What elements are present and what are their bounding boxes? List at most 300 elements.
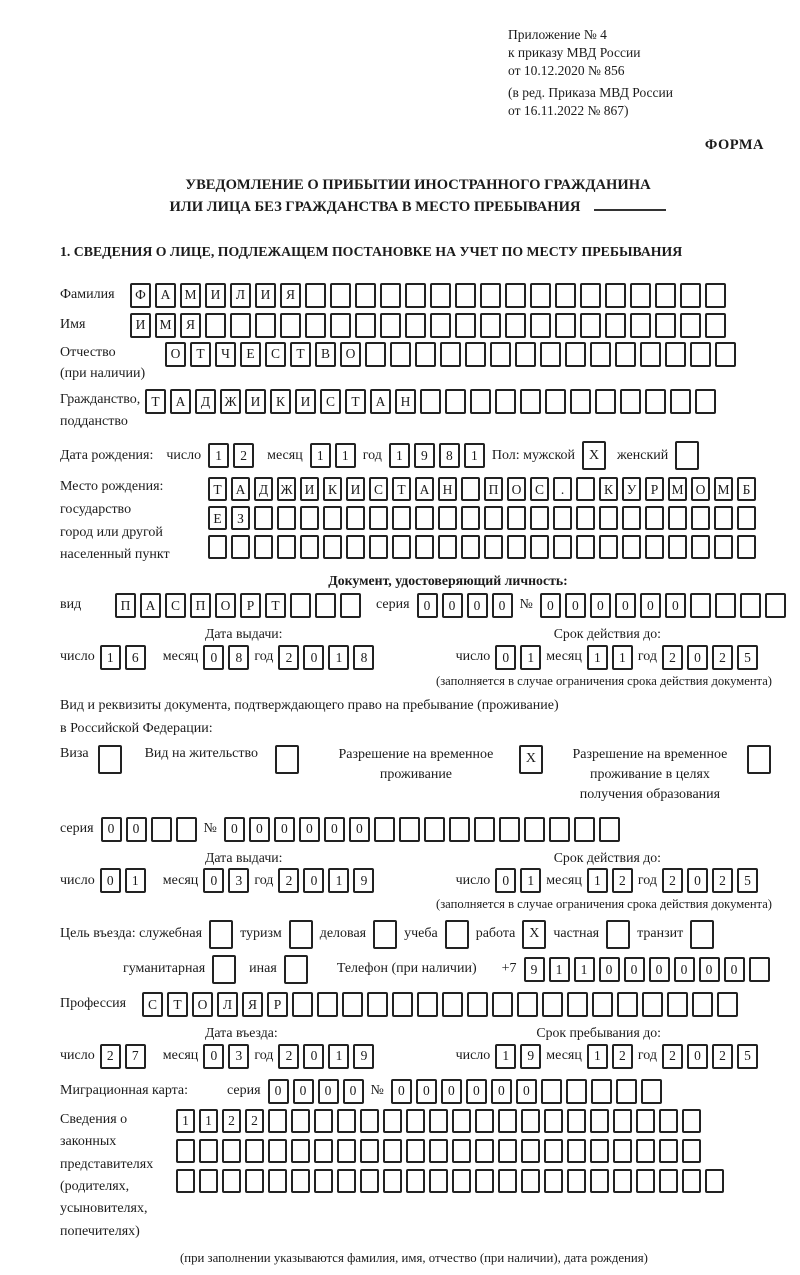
char-cell[interactable]: 0 (303, 645, 324, 670)
char-cell[interactable] (520, 389, 541, 414)
char-cell[interactable] (337, 1139, 356, 1163)
char-cell[interactable]: 0 (687, 868, 708, 893)
char-cell[interactable] (268, 1109, 287, 1133)
char-cell[interactable]: 1 (520, 645, 541, 670)
char-cell[interactable]: 0 (495, 868, 516, 893)
char-cell[interactable]: 0 (318, 1079, 339, 1104)
char-cell[interactable] (667, 992, 688, 1017)
char-cell[interactable]: И (255, 283, 276, 308)
char-cell[interactable]: А (155, 283, 176, 308)
char-cell[interactable]: Е (240, 342, 261, 367)
char-cell[interactable]: Т (392, 477, 411, 501)
char-cell[interactable]: 8 (228, 645, 249, 670)
char-cell[interactable] (659, 1169, 678, 1193)
char-cell[interactable]: 0 (324, 817, 345, 842)
char-cell[interactable]: Ж (220, 389, 241, 414)
char-cell[interactable] (429, 1139, 448, 1163)
char-cell[interactable] (275, 745, 299, 774)
char-cell[interactable] (622, 506, 641, 530)
char-cell[interactable] (590, 1169, 609, 1193)
char-cell[interactable]: 0 (495, 645, 516, 670)
char-cell[interactable]: 0 (615, 593, 636, 618)
char-cell[interactable] (613, 1109, 632, 1133)
char-cell[interactable]: Л (217, 992, 238, 1017)
char-cell[interactable]: 9 (520, 1044, 541, 1069)
char-cell[interactable] (740, 593, 761, 618)
char-cell[interactable] (323, 506, 342, 530)
char-cell[interactable] (615, 342, 636, 367)
char-cell[interactable] (245, 1139, 264, 1163)
char-cell[interactable] (517, 992, 538, 1017)
char-cell[interactable] (222, 1169, 241, 1193)
char-cell[interactable] (340, 593, 361, 618)
char-cell[interactable]: П (115, 593, 136, 618)
char-cell[interactable]: Б (737, 477, 756, 501)
char-cell[interactable] (367, 992, 388, 1017)
char-cell[interactable] (680, 313, 701, 338)
char-cell[interactable]: 0 (491, 1079, 512, 1104)
char-cell[interactable] (176, 817, 197, 842)
char-cell[interactable]: 1 (587, 868, 608, 893)
char-cell[interactable] (430, 283, 451, 308)
char-cell[interactable]: 0 (293, 1079, 314, 1104)
char-cell[interactable] (461, 477, 480, 501)
char-cell[interactable] (452, 1169, 471, 1193)
char-cell[interactable] (737, 506, 756, 530)
char-cell[interactable]: Д (254, 477, 273, 501)
char-cell[interactable] (545, 389, 566, 414)
char-cell[interactable] (705, 313, 726, 338)
char-cell[interactable]: П (484, 477, 503, 501)
char-cell[interactable] (645, 506, 664, 530)
char-cell[interactable] (390, 342, 411, 367)
char-cell[interactable] (291, 1169, 310, 1193)
char-cell[interactable]: 2 (712, 645, 733, 670)
char-cell[interactable]: X (519, 745, 543, 774)
char-cell[interactable]: У (622, 477, 641, 501)
char-cell[interactable]: 0 (466, 1079, 487, 1104)
char-cell[interactable] (566, 1079, 587, 1104)
char-cell[interactable] (570, 389, 591, 414)
char-cell[interactable] (255, 313, 276, 338)
char-cell[interactable] (567, 1139, 586, 1163)
char-cell[interactable]: 2 (245, 1109, 264, 1133)
char-cell[interactable]: 1 (549, 957, 570, 982)
char-cell[interactable]: О (192, 992, 213, 1017)
char-cell[interactable]: 0 (303, 868, 324, 893)
char-cell[interactable] (151, 817, 172, 842)
char-cell[interactable] (576, 477, 595, 501)
char-cell[interactable]: 0 (649, 957, 670, 982)
char-cell[interactable] (399, 817, 420, 842)
char-cell[interactable]: Я (242, 992, 263, 1017)
char-cell[interactable] (567, 992, 588, 1017)
char-cell[interactable] (346, 506, 365, 530)
char-cell[interactable]: 0 (417, 593, 438, 618)
char-cell[interactable] (300, 535, 319, 559)
char-cell[interactable]: 9 (353, 1044, 374, 1069)
char-cell[interactable]: 0 (203, 1044, 224, 1069)
char-cell[interactable]: Т (167, 992, 188, 1017)
char-cell[interactable] (467, 992, 488, 1017)
char-cell[interactable] (606, 920, 630, 949)
char-cell[interactable] (317, 992, 338, 1017)
char-cell[interactable] (455, 313, 476, 338)
char-cell[interactable]: 2 (662, 868, 683, 893)
char-cell[interactable] (765, 593, 786, 618)
char-cell[interactable] (406, 1139, 425, 1163)
char-cell[interactable] (420, 389, 441, 414)
char-cell[interactable]: 0 (467, 593, 488, 618)
char-cell[interactable]: 6 (125, 645, 146, 670)
char-cell[interactable]: 1 (574, 957, 595, 982)
char-cell[interactable]: 1 (328, 645, 349, 670)
char-cell[interactable] (176, 1169, 195, 1193)
char-cell[interactable] (430, 313, 451, 338)
char-cell[interactable] (645, 535, 664, 559)
char-cell[interactable] (98, 745, 122, 774)
char-cell[interactable] (605, 283, 626, 308)
char-cell[interactable] (613, 1139, 632, 1163)
char-cell[interactable]: 2 (278, 1044, 299, 1069)
char-cell[interactable] (470, 389, 491, 414)
char-cell[interactable] (705, 283, 726, 308)
char-cell[interactable] (369, 506, 388, 530)
char-cell[interactable]: О (215, 593, 236, 618)
char-cell[interactable]: 1 (328, 868, 349, 893)
char-cell[interactable] (289, 920, 313, 949)
char-cell[interactable] (405, 313, 426, 338)
char-cell[interactable] (445, 920, 469, 949)
char-cell[interactable] (442, 992, 463, 1017)
char-cell[interactable]: 0 (441, 1079, 462, 1104)
char-cell[interactable]: 5 (737, 645, 758, 670)
char-cell[interactable] (284, 955, 308, 984)
char-cell[interactable] (574, 817, 595, 842)
char-cell[interactable] (392, 506, 411, 530)
char-cell[interactable]: 7 (125, 1044, 146, 1069)
char-cell[interactable]: 0 (442, 593, 463, 618)
char-cell[interactable] (461, 535, 480, 559)
char-cell[interactable]: 1 (587, 645, 608, 670)
char-cell[interactable]: О (165, 342, 186, 367)
char-cell[interactable] (415, 535, 434, 559)
char-cell[interactable] (565, 342, 586, 367)
char-cell[interactable]: 1 (100, 645, 121, 670)
char-cell[interactable] (360, 1109, 379, 1133)
char-cell[interactable]: Д (195, 389, 216, 414)
char-cell[interactable]: 9 (414, 443, 435, 468)
char-cell[interactable] (507, 535, 526, 559)
char-cell[interactable] (383, 1169, 402, 1193)
char-cell[interactable]: 2 (612, 868, 633, 893)
char-cell[interactable]: 2 (100, 1044, 121, 1069)
char-cell[interactable]: Р (267, 992, 288, 1017)
char-cell[interactable]: М (714, 477, 733, 501)
char-cell[interactable] (290, 593, 311, 618)
char-cell[interactable] (714, 506, 733, 530)
char-cell[interactable] (505, 313, 526, 338)
char-cell[interactable] (305, 313, 326, 338)
char-cell[interactable] (591, 1079, 612, 1104)
char-cell[interactable] (640, 342, 661, 367)
char-cell[interactable] (576, 506, 595, 530)
char-cell[interactable] (429, 1109, 448, 1133)
char-cell[interactable]: Т (190, 342, 211, 367)
char-cell[interactable]: 0 (203, 868, 224, 893)
char-cell[interactable] (737, 535, 756, 559)
char-cell[interactable] (323, 535, 342, 559)
char-cell[interactable] (714, 535, 733, 559)
char-cell[interactable] (406, 1169, 425, 1193)
char-cell[interactable]: М (668, 477, 687, 501)
char-cell[interactable]: X (522, 920, 546, 949)
char-cell[interactable] (555, 313, 576, 338)
char-cell[interactable] (499, 817, 520, 842)
char-cell[interactable]: 0 (391, 1079, 412, 1104)
char-cell[interactable]: 2 (278, 645, 299, 670)
char-cell[interactable] (300, 506, 319, 530)
char-cell[interactable]: 0 (590, 593, 611, 618)
char-cell[interactable] (337, 1169, 356, 1193)
char-cell[interactable] (541, 1079, 562, 1104)
char-cell[interactable]: X (582, 441, 606, 470)
char-cell[interactable]: 2 (662, 1044, 683, 1069)
char-cell[interactable] (392, 992, 413, 1017)
char-cell[interactable] (360, 1169, 379, 1193)
char-cell[interactable]: 0 (565, 593, 586, 618)
char-cell[interactable]: 0 (303, 1044, 324, 1069)
char-cell[interactable]: 0 (674, 957, 695, 982)
char-cell[interactable]: 0 (416, 1079, 437, 1104)
char-cell[interactable] (305, 283, 326, 308)
char-cell[interactable] (521, 1139, 540, 1163)
char-cell[interactable] (553, 506, 572, 530)
char-cell[interactable]: 1 (199, 1109, 218, 1133)
char-cell[interactable]: 5 (737, 1044, 758, 1069)
char-cell[interactable] (355, 313, 376, 338)
char-cell[interactable]: А (415, 477, 434, 501)
char-cell[interactable] (277, 506, 296, 530)
char-cell[interactable] (415, 506, 434, 530)
char-cell[interactable] (380, 283, 401, 308)
char-cell[interactable] (495, 389, 516, 414)
char-cell[interactable]: К (270, 389, 291, 414)
char-cell[interactable] (544, 1139, 563, 1163)
char-cell[interactable]: 0 (203, 645, 224, 670)
char-cell[interactable] (455, 283, 476, 308)
char-cell[interactable] (199, 1169, 218, 1193)
char-cell[interactable] (690, 920, 714, 949)
char-cell[interactable] (595, 389, 616, 414)
char-cell[interactable] (330, 313, 351, 338)
char-cell[interactable] (231, 535, 250, 559)
char-cell[interactable] (549, 817, 570, 842)
char-cell[interactable] (474, 817, 495, 842)
char-cell[interactable] (445, 389, 466, 414)
char-cell[interactable] (277, 535, 296, 559)
char-cell[interactable]: . (553, 477, 572, 501)
char-cell[interactable] (498, 1169, 517, 1193)
char-cell[interactable] (365, 342, 386, 367)
char-cell[interactable] (373, 920, 397, 949)
char-cell[interactable]: 0 (540, 593, 561, 618)
char-cell[interactable]: 2 (278, 868, 299, 893)
char-cell[interactable] (429, 1169, 448, 1193)
char-cell[interactable]: 1 (310, 443, 331, 468)
char-cell[interactable]: 0 (126, 817, 147, 842)
char-cell[interactable] (659, 1139, 678, 1163)
char-cell[interactable]: Т (265, 593, 286, 618)
char-cell[interactable] (636, 1139, 655, 1163)
char-cell[interactable]: А (140, 593, 161, 618)
char-cell[interactable]: 0 (274, 817, 295, 842)
char-cell[interactable] (415, 342, 436, 367)
char-cell[interactable] (590, 1109, 609, 1133)
char-cell[interactable]: 0 (624, 957, 645, 982)
char-cell[interactable] (675, 441, 699, 470)
char-cell[interactable] (369, 535, 388, 559)
char-cell[interactable]: 0 (299, 817, 320, 842)
char-cell[interactable] (452, 1109, 471, 1133)
char-cell[interactable] (505, 283, 526, 308)
char-cell[interactable] (440, 342, 461, 367)
char-cell[interactable]: Т (290, 342, 311, 367)
char-cell[interactable] (576, 535, 595, 559)
char-cell[interactable] (314, 1169, 333, 1193)
char-cell[interactable]: С (530, 477, 549, 501)
char-cell[interactable] (380, 313, 401, 338)
char-cell[interactable] (665, 342, 686, 367)
char-cell[interactable]: О (691, 477, 710, 501)
char-cell[interactable] (449, 817, 470, 842)
char-cell[interactable] (383, 1139, 402, 1163)
char-cell[interactable] (465, 342, 486, 367)
char-cell[interactable]: 2 (612, 1044, 633, 1069)
char-cell[interactable] (314, 1139, 333, 1163)
char-cell[interactable]: 0 (665, 593, 686, 618)
char-cell[interactable]: М (155, 313, 176, 338)
char-cell[interactable] (222, 1139, 241, 1163)
char-cell[interactable]: Л (230, 283, 251, 308)
char-cell[interactable]: 2 (662, 645, 683, 670)
char-cell[interactable] (268, 1139, 287, 1163)
char-cell[interactable]: Я (180, 313, 201, 338)
char-cell[interactable] (405, 283, 426, 308)
char-cell[interactable]: С (142, 992, 163, 1017)
char-cell[interactable]: 0 (349, 817, 370, 842)
char-cell[interactable]: 1 (520, 868, 541, 893)
char-cell[interactable]: 2 (712, 868, 733, 893)
char-cell[interactable] (655, 283, 676, 308)
char-cell[interactable] (630, 283, 651, 308)
char-cell[interactable]: Н (395, 389, 416, 414)
char-cell[interactable] (291, 1109, 310, 1133)
char-cell[interactable]: 0 (599, 957, 620, 982)
char-cell[interactable] (530, 506, 549, 530)
char-cell[interactable] (645, 389, 666, 414)
char-cell[interactable] (360, 1139, 379, 1163)
char-cell[interactable]: В (315, 342, 336, 367)
char-cell[interactable] (490, 342, 511, 367)
char-cell[interactable] (599, 535, 618, 559)
char-cell[interactable]: 0 (249, 817, 270, 842)
char-cell[interactable]: С (320, 389, 341, 414)
char-cell[interactable] (524, 817, 545, 842)
char-cell[interactable]: 3 (228, 868, 249, 893)
char-cell[interactable]: А (170, 389, 191, 414)
char-cell[interactable]: Т (345, 389, 366, 414)
char-cell[interactable] (346, 535, 365, 559)
char-cell[interactable] (484, 506, 503, 530)
char-cell[interactable]: О (340, 342, 361, 367)
char-cell[interactable]: И (346, 477, 365, 501)
char-cell[interactable]: 0 (224, 817, 245, 842)
char-cell[interactable]: 0 (687, 645, 708, 670)
char-cell[interactable] (507, 506, 526, 530)
char-cell[interactable] (668, 535, 687, 559)
char-cell[interactable]: 3 (228, 1044, 249, 1069)
char-cell[interactable] (682, 1109, 701, 1133)
char-cell[interactable] (690, 593, 711, 618)
char-cell[interactable] (599, 506, 618, 530)
char-cell[interactable] (680, 283, 701, 308)
char-cell[interactable] (342, 992, 363, 1017)
char-cell[interactable] (280, 313, 301, 338)
char-cell[interactable] (641, 1079, 662, 1104)
char-cell[interactable] (314, 1109, 333, 1133)
char-cell[interactable]: К (323, 477, 342, 501)
char-cell[interactable] (484, 535, 503, 559)
char-cell[interactable] (475, 1139, 494, 1163)
char-cell[interactable] (659, 1109, 678, 1133)
char-cell[interactable]: Н (438, 477, 457, 501)
char-cell[interactable]: Р (645, 477, 664, 501)
char-cell[interactable]: 8 (353, 645, 374, 670)
char-cell[interactable] (670, 389, 691, 414)
char-cell[interactable] (599, 817, 620, 842)
char-cell[interactable] (461, 506, 480, 530)
char-cell[interactable] (291, 1139, 310, 1163)
char-cell[interactable] (475, 1109, 494, 1133)
char-cell[interactable]: 0 (724, 957, 745, 982)
char-cell[interactable] (438, 535, 457, 559)
char-cell[interactable] (682, 1139, 701, 1163)
char-cell[interactable]: И (205, 283, 226, 308)
char-cell[interactable] (355, 283, 376, 308)
char-cell[interactable]: 1 (389, 443, 410, 468)
char-cell[interactable]: 1 (335, 443, 356, 468)
char-cell[interactable] (205, 313, 226, 338)
char-cell[interactable]: Ч (215, 342, 236, 367)
char-cell[interactable] (682, 1169, 701, 1193)
char-cell[interactable] (530, 535, 549, 559)
char-cell[interactable] (749, 957, 770, 982)
char-cell[interactable]: И (295, 389, 316, 414)
char-cell[interactable]: 9 (524, 957, 545, 982)
char-cell[interactable]: 1 (208, 443, 229, 468)
char-cell[interactable] (268, 1169, 287, 1193)
char-cell[interactable] (209, 920, 233, 949)
char-cell[interactable]: 0 (516, 1079, 537, 1104)
char-cell[interactable] (315, 593, 336, 618)
char-cell[interactable]: 1 (587, 1044, 608, 1069)
char-cell[interactable]: 1 (612, 645, 633, 670)
char-cell[interactable]: Ф (130, 283, 151, 308)
char-cell[interactable] (617, 992, 638, 1017)
char-cell[interactable] (567, 1169, 586, 1193)
char-cell[interactable] (692, 992, 713, 1017)
